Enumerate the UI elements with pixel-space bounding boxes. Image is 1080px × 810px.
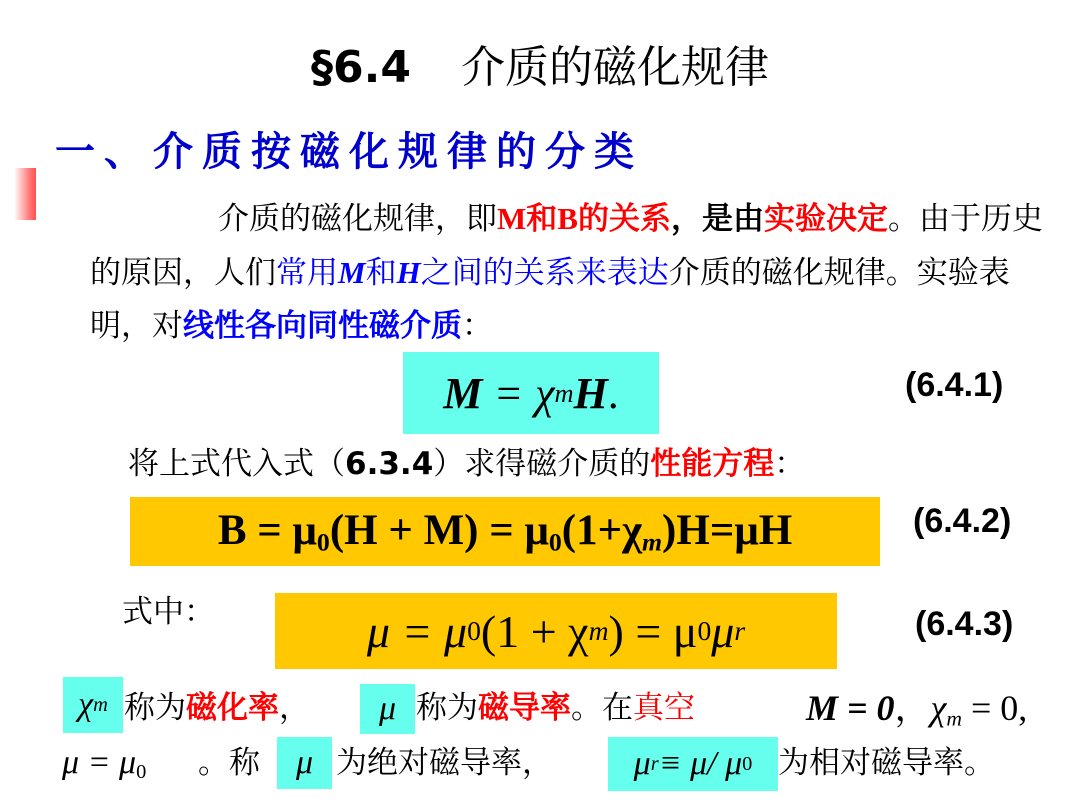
b2-call: 。称 (198, 745, 260, 781)
chi-symbol: χ (78, 686, 94, 723)
eq3-part-a: μ = μ (366, 605, 468, 657)
eq1-M: M (443, 368, 483, 418)
eq1-dot: . (607, 368, 619, 418)
equation-number-6-4-3: (6.4.3) (915, 605, 1014, 643)
eq3-sub-r: r (734, 615, 746, 646)
line2-performance-equation: 性能方程 (650, 446, 775, 482)
mu-symbol-2: μ (295, 744, 314, 781)
equation-number-6-4-1: (6.4.1) (905, 366, 1004, 404)
b1-called-2: 称为 (416, 690, 478, 726)
para-M-italic: M (338, 255, 366, 290)
slide-title (0, 38, 1080, 98)
eq3-part-b: (1 + χ (480, 605, 589, 657)
section-title: 介质的磁化规律 (460, 42, 769, 93)
cond-chi: χ (930, 688, 947, 728)
line2-pre: 将上式代入式（ (128, 446, 345, 482)
decorative-red-bar (14, 168, 36, 220)
para-shiyou: 是由 (701, 201, 764, 237)
b2-absolute: 为绝对磁导率， (336, 745, 553, 781)
eq2-sub-1: 0 (548, 527, 562, 557)
b1-permeability: 磁导率 (478, 690, 571, 726)
para-colon: ： (462, 308, 493, 344)
para-decided: 决定 (825, 201, 888, 237)
section-number: §6.4 (311, 42, 411, 93)
line2-ref: 6.3.4 (345, 446, 434, 482)
eq2-part-d: )H=μH (662, 506, 793, 554)
eq3-part-d: μ (711, 605, 735, 657)
para-M: M (497, 201, 527, 236)
chi-sub-m: m (93, 693, 108, 716)
para-text-3: 介质的磁化规律。实验表明，对 (90, 255, 1010, 344)
para-B: B (557, 201, 578, 236)
para-text-1: 介质的磁化规律，即 (218, 201, 497, 237)
para-relation-2: 之间的关系来表达 (420, 255, 669, 291)
para-text-2: 。由于历史的原因，人们 (90, 201, 1043, 291)
eq3-part-c: ) = μ (608, 605, 698, 657)
where-label: 式中： (122, 594, 215, 630)
b1-called: 称为 (124, 690, 186, 726)
eq2-sub-m: m (641, 527, 663, 557)
para-H-italic: H (396, 255, 421, 290)
b2-mu-eq: μ = μ (62, 744, 137, 781)
eq1-chi: χ (535, 368, 555, 418)
cond-chi-sub: m (946, 706, 962, 731)
eq2-sub-0: 0 (316, 527, 330, 557)
mu-symbol-1: μ (378, 690, 397, 727)
eq1-equals: = (496, 368, 522, 418)
para-and-2: 和 (365, 255, 397, 291)
cond-chi-zero: = 0, (962, 688, 1028, 728)
b1-in: 。在 (571, 690, 633, 726)
bottom-line-1a (124, 686, 310, 730)
para-and: 和 (526, 201, 558, 237)
mu-equals-mu0 (62, 740, 146, 795)
equation-6-4-3 (275, 593, 837, 669)
mu-box-1 (360, 684, 415, 734)
equation-6-4-1 (403, 352, 659, 434)
chi-m-box (63, 677, 123, 733)
line2-colon: ： (774, 446, 806, 482)
equation-number-6-4-2: (6.4.2) (913, 502, 1012, 540)
mur-symbol: μ (633, 745, 651, 782)
para-linear-medium: 线性各向同性磁介质 (183, 308, 462, 344)
eq2-part-b: (H + M) = μ (329, 506, 549, 554)
mur-def-sub: 0 (742, 752, 753, 775)
eq2-part-c: (1+χ (561, 506, 642, 554)
eq2-part-a: B = μ (217, 506, 317, 554)
eq3-sub-1: 0 (697, 615, 712, 646)
para-common-use: 常用 (276, 255, 338, 291)
line2-mid: ）求得磁介质的 (433, 446, 651, 482)
vacuum-condition (806, 684, 1027, 742)
para-comma: ， (670, 201, 702, 237)
b2-relative: 为相对磁导率。 (778, 745, 995, 781)
b2-mu-sub: 0 (136, 761, 147, 784)
para-relation: 的关系 (577, 201, 671, 237)
eq1-H: H (573, 368, 608, 418)
intro-paragraph (90, 192, 1065, 353)
section-heading: 一、介质按磁化规律的分类 (55, 128, 643, 175)
para-experiment: 实验 (763, 201, 826, 237)
mu-box-2 (277, 737, 332, 789)
b1-comma: ， (279, 690, 310, 726)
eq1-sub-m: m (554, 377, 574, 408)
mur-box (608, 737, 778, 791)
b1-vacuum: 真空 (633, 690, 695, 726)
b1-susceptibility: 磁化率 (186, 690, 279, 726)
cond-comma: ， (894, 688, 931, 728)
eq3-sub-0: 0 (467, 615, 481, 646)
bottom-line-1b (416, 686, 695, 730)
equation-6-4-2 (130, 497, 880, 566)
mur-sub: r (650, 752, 659, 775)
cond-M-zero: M = 0 (806, 688, 895, 728)
eq3-sub-m: m (588, 615, 609, 646)
mur-def: ≡ μ/ μ (658, 745, 743, 782)
substitution-line (128, 442, 805, 486)
